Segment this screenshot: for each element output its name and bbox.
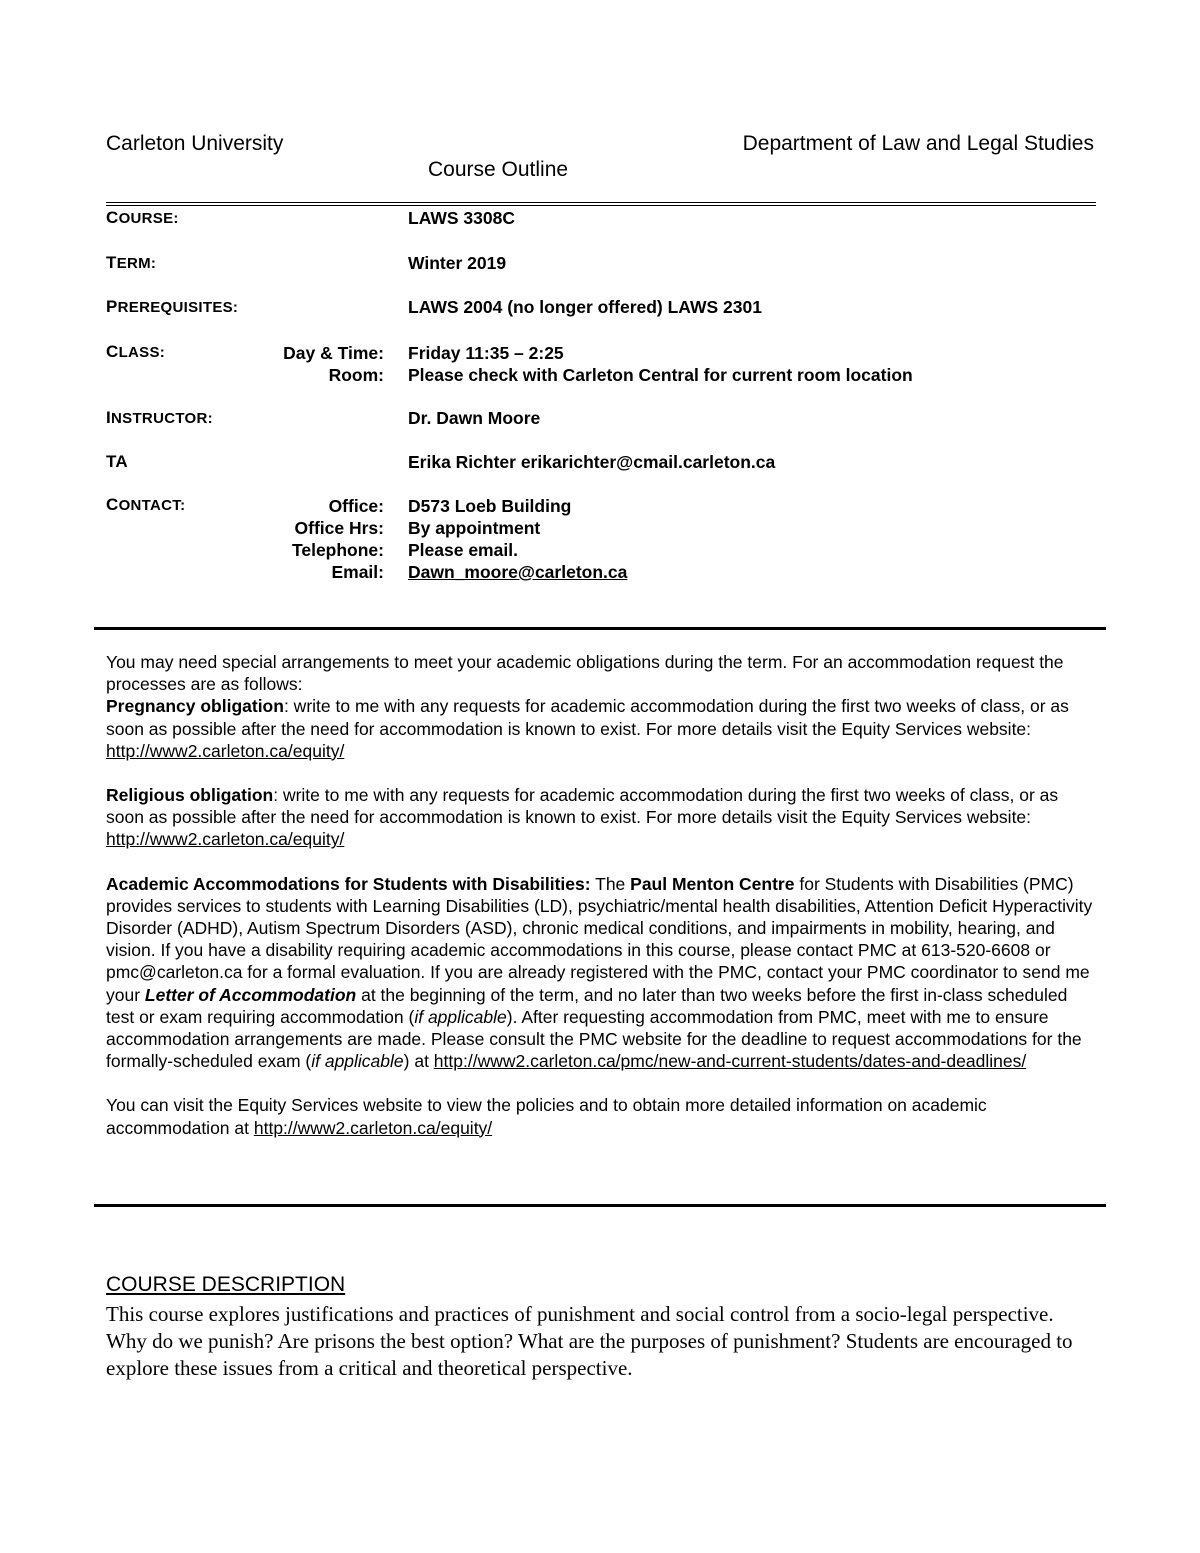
telephone-label: Telephone: (291, 540, 384, 560)
office-hours-label: Office Hrs: (294, 518, 384, 538)
email-label: Email: (331, 562, 384, 582)
accommodation-section (106, 651, 1096, 1161)
pregnancy-label: Pregnancy obligation (106, 696, 284, 717)
course-description-body: This course explores justifications and practices of punishment and social control from a socio-legal perspective. Why do we punish? Are prisons the best option? What are the purposes of punishment? Students are encouraged to explore these issues from a critical and theoretical perspective. (106, 1302, 1073, 1380)
room-value: Please check with Carleton Central for current room location (408, 365, 913, 385)
term-value: Winter 2019 (408, 253, 507, 273)
pmc-deadlines-link[interactable]: http://www2.carleton.ca/pmc/new-and-current-students/dates-and-deadlines/ (433, 1051, 1027, 1072)
university-name: Carleton University (106, 132, 284, 155)
disabilities-text-2: at the beginning of the term, and no later than two weeks before the first in-class scheduled test or exam requiring accommodation ( (106, 984, 1068, 1027)
course-label: COURSE: (106, 208, 179, 227)
header-double-rule (106, 202, 1096, 206)
day-time-label: Day & Time: (283, 343, 384, 363)
pregnancy-equity-link[interactable]: http://www2.carleton.ca/equity/ (106, 740, 345, 761)
equity-block (106, 1094, 1096, 1138)
pmc-name: Paul Menton Centre (630, 873, 795, 894)
if-applicable-2: if applicable (311, 1051, 404, 1072)
course-description-heading: COURSE DESCRIPTION (106, 1273, 346, 1296)
disabilities-block (106, 873, 1096, 1073)
disabilities-the: The (590, 873, 631, 894)
contact-sublabels (292, 495, 384, 583)
class-sublabels (283, 342, 384, 386)
office-value: D573 Loeb Building (408, 496, 572, 516)
document-title: Course Outline (428, 158, 569, 181)
section-rule-top (94, 627, 1106, 630)
disabilities-label: Academic Accommodations for Students with Disabilities: (106, 873, 591, 894)
equity-text: You can visit the Equity Services website to view the policies and to obtain more detailed information on academic accommodation at (106, 1095, 987, 1138)
course-value: LAWS 3308C (408, 208, 515, 228)
religious-text: : write to me with any requests for academic accommodation during the first two weeks of class, or as soon as possible after the need for accommodation is known to exist. For more details visit the Equity Services website: (106, 785, 1059, 828)
contact-values (408, 495, 627, 583)
letter-of-accommodation: Letter of Accommodation (144, 984, 357, 1005)
instructor-email-link[interactable]: Dawn_moore@carleton.ca (408, 562, 628, 582)
ta-value: Erika Richter erikarichter@cmail.carleton.ca (408, 452, 776, 472)
document-header (106, 132, 1094, 192)
instructor-label: INSTRUCTOR: (106, 408, 213, 427)
ta-label: TA (106, 452, 128, 471)
term-label: TERM: (106, 253, 157, 272)
prerequisites-value: LAWS 2004 (no longer offered) LAWS 2301 (408, 297, 762, 317)
section-rule-bottom (94, 1204, 1106, 1207)
class-label: CLASS: (106, 342, 166, 361)
pregnancy-text: : write to me with any requests for academic accommodation during the first two weeks of class, or as soon as possible after the need for accommodation is known to exist. For more details visit the Equity Services website: (106, 696, 1069, 739)
accommodation-intro: You may need special arrangements to meet your academic obligations during the term. For an accommodation request the processes are as follows: (106, 652, 1064, 695)
email-line (408, 561, 627, 583)
instructor-value: Dr. Dawn Moore (408, 408, 541, 428)
office-label: Office: (328, 496, 384, 516)
religious-label: Religious obligation (106, 785, 274, 806)
prerequisites-label: PREREQUISITES: (106, 297, 239, 316)
class-values (408, 342, 913, 386)
disabilities-text-4: ) at (403, 1051, 434, 1072)
equity-services-link[interactable]: http://www2.carleton.ca/equity/ (253, 1117, 493, 1138)
accommodation-intro-block (106, 651, 1096, 762)
telephone-value: Please email. (408, 540, 518, 560)
department-name: Department of Law and Legal Studies (742, 132, 1094, 155)
disabilities-text-3: ). After requesting accommodation from PMC, meet with me to ensure accommodation arrangements are made. Please consult the PMC website for the deadline to request accommodations for the formally-scheduled exam ( (106, 1006, 1082, 1072)
if-applicable-1: if applicable (414, 1006, 507, 1027)
day-time-value: Friday 11:35 – 2:25 (408, 343, 564, 363)
room-label: Room: (328, 365, 384, 385)
religious-block (106, 784, 1096, 851)
office-hours-value: By appointment (408, 518, 541, 538)
religious-equity-link[interactable]: http://www2.carleton.ca/equity/ (106, 829, 345, 850)
contact-label: CONTACT: (106, 495, 186, 514)
disabilities-text-1: for Students with Disabilities (PMC) provides services to students with Learning Disabilities (LD), psychiatric/mental health disabilities, Attention Deficit Hyperactivity Disorder (ADHD), Autism Spectrum Disorders (ASD), chronic medical conditions, and impairments in mobility, hearing, and vision. If you have a disability requiring academic accommodations in this course, please contact PMC at 613-520-6608 or pmc@carleton.ca for a formal evaluation. If you are already registered with the PMC, contact your PMC coordinator to send me your (106, 873, 1093, 1005)
